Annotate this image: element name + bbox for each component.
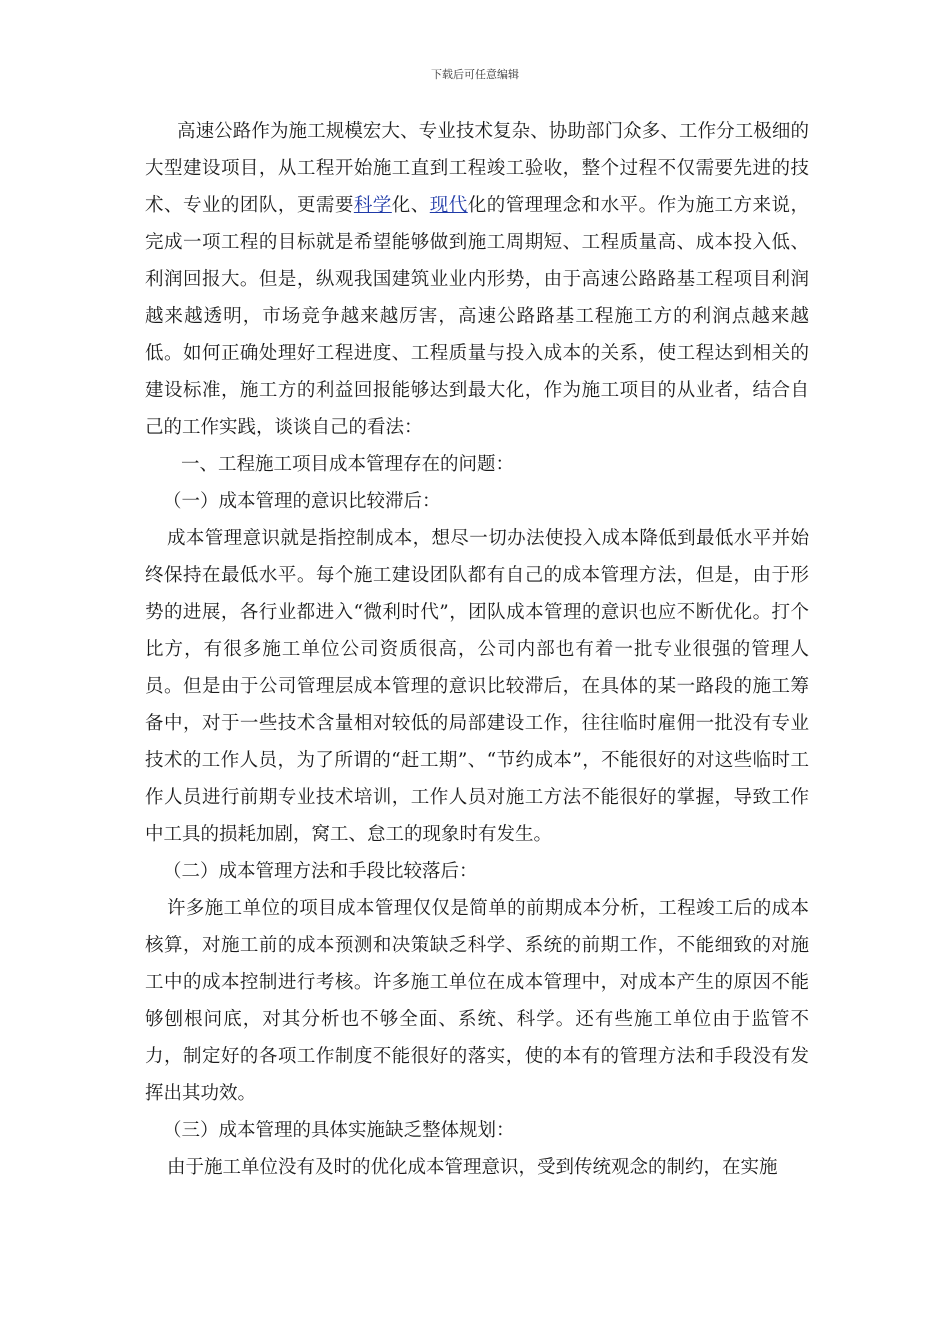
subsection-body-2: 许多施工单位的项目成本管理仅仅是简单的前期成本分析，工程竣工后的成本核算，对施工前的成本预测和决策缺乏科学、系统的前期工作，不能细致的对施工中的成本控制进行考核。许多施工单位在成本管理中，对成本产生的原因不能够刨根问底，对其分析也不够全面、系统、科学。还有些施工单位由于监管不力，制定好的各项工作制度不能很好的落实，使的本有的管理方法和手段没有发挥出其功效。 bbox=[145, 898, 809, 1104]
intro-text-3: 化的管理理念和水平。作为施工方来说，完成一项工程的目标就是希望能够做到施工周期短、工程质量高、成本投入低、利润回报大。但是，纵观我国建筑业业内形势，由于高速公路路基工程项目利润越来越透明，市场竞争越来越厉害，高速公路路基工程施工方的利润点越来越低。如何正确处理好工程进度、工程质量与投入成本的关系，使工程达到相关的建设标准，施工方的利益回报能够达到最大化，作为施工项目的从业者，结合自己的工作实践，谈谈自己的看法： bbox=[145, 195, 809, 438]
science-link[interactable]: 科学 bbox=[353, 195, 392, 216]
modern-link[interactable]: 现代 bbox=[429, 195, 468, 216]
subsection-heading-1: （一）成本管理的意识比较滞后： bbox=[163, 491, 441, 512]
intro-paragraph bbox=[145, 113, 809, 446]
subsection-body-1: 成本管理意识就是指控制成本，想尽一切办法使投入成本降低到最低水平并始终保持在最低水平。每个施工建设团队都有自己的成本管理方法，但是，由于形势的进展，各行业都进入“微利时代”，团队成本管理的意识也应不断优化。打个比方，有很多施工单位公司资质很高，公司内部也有着一批专业很强的管理人员。但是由于公司管理层成本管理的意识比较滞后，在具体的某一路段的施工筹备中，对于一些技术含量相对较低的局部建设工作，往往临时雇佣一批没有专业技术的工作人员，为了所谓的“赶工期”、“节约成本”，不能很好的对这些临时工作人员进行前期专业技术培训，工作人员对施工方法不能很好的掌握，导致工作中工具的损耗加剧，窝工、怠工的现象时有发生。 bbox=[145, 528, 809, 845]
subsection-body-3: 由于施工单位没有及时的优化成本管理意识，受到传统观念的制约，在实施 bbox=[167, 1157, 778, 1178]
subsection-heading-2: （二）成本管理方法和手段比较落后： bbox=[163, 861, 478, 882]
intro-text-1: 高速公路作为施工规模宏大、专业技术复杂、协助部门众多、工作分工极细的大型建设项目，从工程开始施工直到工程竣工验收，整个过程不仅需要先进的技术、专业的团队，更需要 bbox=[145, 121, 809, 216]
document-body bbox=[145, 113, 809, 1186]
subsection-heading-3: （三）成本管理的具体实施缺乏整体规划： bbox=[163, 1120, 515, 1141]
section-heading-1: 一、工程施工项目成本管理存在的问题： bbox=[181, 454, 515, 475]
intro-text-2: 化、 bbox=[391, 195, 430, 216]
page-header: 下载后可任意编辑 bbox=[431, 68, 519, 81]
